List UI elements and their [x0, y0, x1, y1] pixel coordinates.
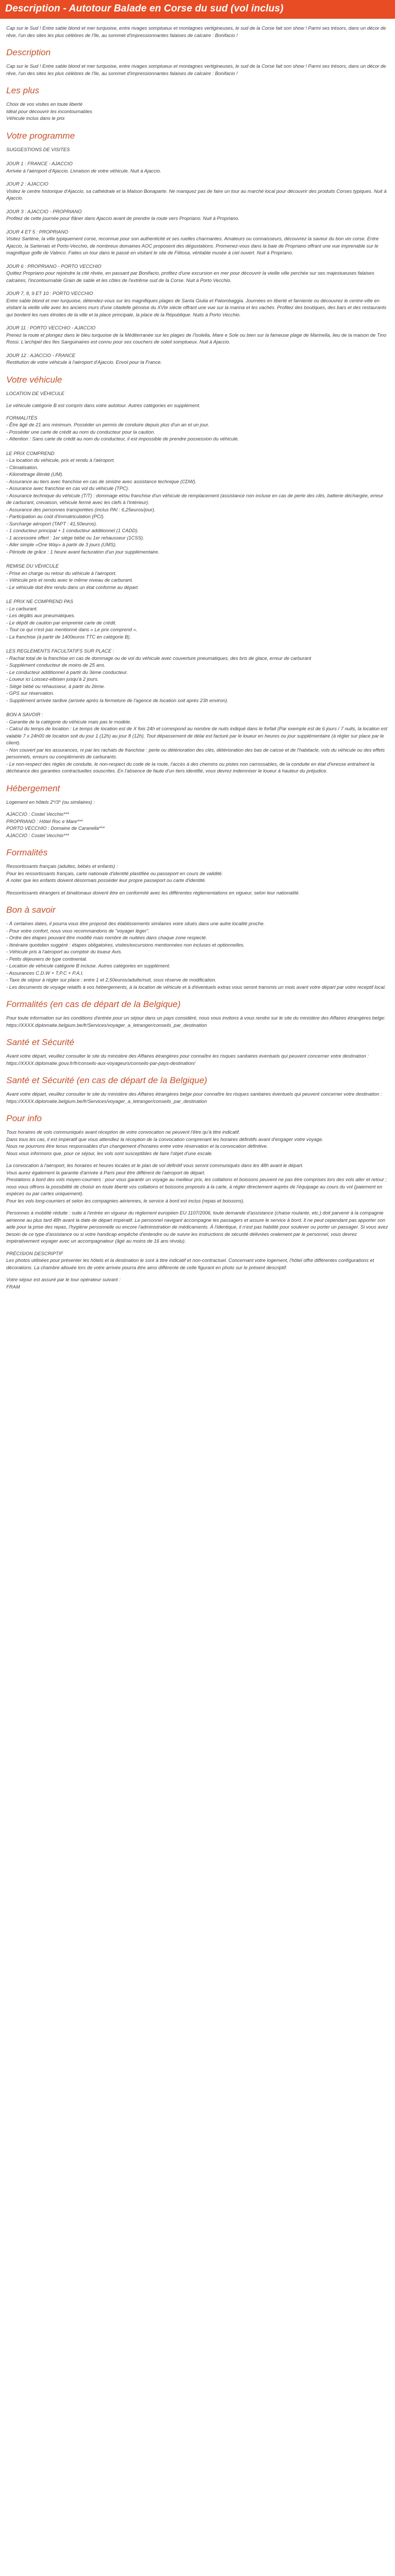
list-item: - Véhicule pris et rendu avec le même niveau de carburant. [6, 578, 133, 583]
description-section [6, 47, 389, 77]
list-item: - Supplément conducteur de moins de 25 ans. [6, 663, 106, 668]
list-item: - Le véhicule doit être rendu dans un état conforme au départ. [6, 584, 139, 590]
page-title: Description - Autotour Balade en Corse du sud (vol inclus) [0, 0, 395, 19]
list-item: - Rachat total de la franchise en cas de dommage ou de vol du véhicule avec couverture pneumatiques, des bris de glace, erreur de carburant [6, 655, 312, 661]
programme-section [6, 131, 389, 366]
list-item: - Participation au coût d'immatriculation (PCI). [6, 514, 105, 519]
vehicule-formalites-list [6, 422, 389, 443]
sante-section [6, 1037, 389, 1067]
vehicule-ne-comprend-list [6, 606, 389, 641]
day-text: Profitez de cette journée pour flâner dans Ajaccio avant de prendre la route vers Propriano. Nuit à Propriano. [6, 216, 240, 221]
list-item: - Période de grâce : 1 heure avant facturation d'un jour supplémentaire. [6, 549, 159, 555]
vehicule-remise-title: REMISE DU VÉHICULE [6, 563, 59, 569]
list-item: - Le conducteur additionnel à partir du 3ème conducteur. [6, 669, 128, 675]
list-item: - Itinéraire quotidien suggéré : étapes obligatoires, visites/excursions mentionnées non incluses et optionnelles. [6, 942, 245, 948]
hebergement-section [6, 783, 389, 840]
list-item: - Assurance technique du véhicule (T/T) : dommage et/ou franchise d'un véhicule de remplacement (assistance non incluse en cas de perte des clés, batterie déchargée, erreur de carburant, crevaison, véhicule fermé avec les clefs à l'intérieur). [6, 493, 384, 505]
paragraph: Ressortissants étrangers et binationaux doivent être en conformité avec les différentes réglementations en vigueur, selon leur nationalité. [6, 890, 300, 896]
paragraph: PRÉCISION DESCRIPTIF Les photos utilisées pour présenter les hôtels et la destination le sont à titre indicatif et non-contractuel. Concernant votre logement, l'hôtel offre différentes configurations et décorations. La chambre allouée lors de votre arrivée pourra être ainsi différente de celle figurant en photo sur le présent descriptif. [6, 1250, 374, 1270]
day-text: Restitution de votre véhicule à l'aéroport d'Ajaccio. Envol pour la France. [6, 360, 162, 365]
list-item: - Les dégâts aux pneumatiques. [6, 613, 76, 618]
list-item: PORTO VECCHIO : Domaine de Caranella*** [6, 826, 105, 831]
paragraph: Personnes à mobilité réduite : suite à l'entrée en vigueur du règlement européen EU 1107/2006, toute demande d'assistance (chaise roulante, etc.) doit parvenir à la compagnie aérienne au plus tard 48h avant la date de départ impératif. Le personnel navigant accompagne les passagers et assure le service à bord. Il ne peut cependant pas apporter son aide pour la prise des repas, l'hygiène personnelle ou encore l'administration de médicaments. À l'identique, il n'est pas habilité pour soulever ou porter un passager. Si vous avez besoin de ce type d'assistance ou si votre handicap empêche d'entendre ou de suivre les instructions de sécurité délivrées oralement par le personnel, vous devrez impérativement voyager avec un accompagnateur (âgé au moins de 16 ans révolu). [6, 1210, 388, 1244]
programme-heading: Votre programme [6, 130, 75, 141]
vehicule-text: Le véhicule catégorie B est compris dans votre autotour. Autres catégories en supplément. [6, 403, 201, 408]
day-item [6, 352, 389, 366]
programme-days [6, 161, 389, 366]
bon-a-savoir-heading: Bon à savoir [6, 905, 56, 915]
day-text: Visitez Sartène, la ville typiquement corse, reconnue pour son authenticité et ses ruelles charmantes. Amateurs ou connaisseurs, découvrez la saveur du bon vin corse. Entre Ajaccio, la Sartenais et Porto-Vecchio, de nombreux domaines AOC proposent des dégustations. Promenez-vous dans la baie de Propriano offrant une vue imprenable sur le magnifique golfe de Valinco. Faites un tour dans le passé en visitant le site de Filitosa, véritable musée à ciel ouvert. Nuit à Propriano. [6, 236, 379, 255]
list-item: - Assurance avec franchise en cas vol du véhicule (TPC). [6, 486, 129, 491]
list-item: - 1 accessoire offert : 1er siège bébé ou 1er rehausseur (1CSS). [6, 535, 144, 541]
description-heading: Description [6, 47, 51, 57]
day-item [6, 290, 389, 318]
day-item [6, 181, 389, 202]
day-text: Prenez la route et plongez dans le bleu turquoise de la Méditerranée sur les plages de l'Isolella, Mare e Sole ou bien sur la fameuse plage de Marinella, lieu de la maison de Tino Rossi. L'archipel des îles Sanguinaires est connu pour ses couchers de soleil somptueux. Nuit à Ajaccio. [6, 332, 387, 345]
list-item: - Assurance des personnes transportées (inclus PAI : 6,25euros/jour). [6, 507, 156, 512]
list-item: - Le non-respect des règles de conduite, le non-respect du code de la route, l'accès à des chemins ou pistes non carrossables, de la conduite en état d'ivresse entraînent la déchéance des garanties contractuelles souscrites. En l'absence de faute d'un tiers identifié, vous devrez indemniser le loueur à hauteur du préjudice. [6, 761, 375, 774]
list-item: PROPRIANO : Hôtel Roc e Mare*** [6, 818, 83, 824]
day-text: Quittez Propriano pour rejoindre la cité rêvée, en passant par Bonifacio, profitez d'une excursion en mer pour découvrir la vieille ville perchée sur ses majestueuses falaises calcaires, l'incontournable Grain de sable et les côtes de l'extrême sud de la Corse. Nuit à Porto Vecchio. [6, 271, 375, 283]
vehicule-prix-title: LE PRIX COMPREND [6, 450, 55, 456]
day-item [6, 263, 389, 285]
list-item: - Petits déjeuners de type continental. [6, 956, 88, 962]
vehicule-formalites-title: FORMALITÉS [6, 415, 38, 421]
sante-belgique-text: Avant votre départ, veuillez consulter le site du ministère des Affaires étrangères belge pour connaître les risques sanitaires éventuels qui peuvent concerner votre destination : https://XXXX.diplomatie.belgium.be/fr/Services/voyager_a_letranger/conseils_par_destination [6, 1091, 382, 1104]
vehicule-savoir-list [6, 719, 389, 775]
list-item: - Kilométrage illimité (UM). [6, 472, 64, 477]
list-item: - Siège bébé ou rehausseur, à partir du 2ème. [6, 683, 105, 689]
day-item [6, 325, 389, 346]
list-item: - Non couvert par les assurances, ni par les rachats de franchise : perte ou détérioration des clés, détérioration des bas de caisse et de l'habitacle, vols du véhicule ou des effets personnels, erreurs ou compléments de carburants. [6, 747, 385, 759]
plus-heading: Les plus [6, 85, 40, 95]
day-title: JOUR 2 : AJACCIO [6, 181, 48, 187]
list-item: - GPS sur réservation. [6, 691, 54, 696]
list-item: - Pour votre confort, nous vous recommandons de "voyager léger". [6, 928, 150, 934]
content [0, 25, 395, 1291]
list-item: - À certaines dates, il pourra vous être proposé des établissements similaires voire situés dans une autre localité proche. [6, 921, 265, 926]
bon-a-savoir-section [6, 905, 389, 991]
list-item: - Garantie de la catégorie du véhicule mais pas le modèle. [6, 719, 131, 725]
day-title: JOUR 3 : AJACCIO - PROPRIANO [6, 208, 82, 214]
paragraph: Tous horaires de vols communiqués avant réception de votre convocation ne peuvent l'être qu'à titre indicatif. Dans tous les cas, il est impératif que vous attendiez la réception de la convocation comprenant les horaires définitifs avant d'engager votre voyage. Nous ne pourrons être tenus responsables d'un changement d'horaires entre votre réservation et la convocation définitive. Nous vous informons que, pour ce séjour, les vols sont susceptibles de faire l'objet d'une escale. [6, 1130, 324, 1156]
list-item: - Assurance au tiers avec franchise en cas de sinistre avec assistance technique (CDW). [6, 479, 196, 484]
vehicule-heading: Votre véhicule [6, 374, 63, 385]
programme-subtitle: SUGGESTIONS DE VISITES [6, 146, 70, 152]
list-item: - Le carburant. [6, 606, 38, 611]
formalites-belgique-text: Pour toute information sur les conditions d'entrée pour un séjour dans un pays considéré, nous vous invitons à vous rendre sur le site du ministère des Affaires étrangères belge: https://XXXX.diplomatie.belgium.be/fr/Services/voyager_a_letranger/conseils_par_destination [6, 1015, 386, 1028]
intro-section [6, 25, 389, 39]
list-item: Choix de vos visites en toute liberté [6, 102, 83, 107]
bon-a-savoir-list [6, 921, 389, 991]
list-item: - Calcul du temps de location : Le temps de location est de X fois 24h et correspond au nombre de nuits indiqué dans le forfait (Par exemple est de 6 jours / 7 nuits, la location est valable 7 x 24h00 de location soit du jour 1 (12h) au jour 8 (12h). Tout dépassement de délai est facturé par le loueur en heures ou jour supplémentaire (à régler sur place par le client). [6, 726, 388, 745]
plus-section [6, 85, 389, 122]
list-item: - Supplément arrivée tardive (arrivée après la fermeture de l'agence de location soit après 23h environ). [6, 697, 229, 703]
day-title: JOUR 12 : AJACCIO - FRANCE [6, 352, 76, 358]
sante-text: Avant votre départ, veuillez consulter le site du ministère des Affaires étrangères pour connaître les risques sanitaires éventuels qui peuvent concerner votre destination : https://XXXX.diplomatie.gouv.fr/fr/conseils-aux-voyageurs/conseils-par-pays-destination/ [6, 1053, 369, 1066]
list-item: - Tout ce qui n'est pas mentionné dans « Le prix comprend ». [6, 627, 138, 632]
list-item: - Location de véhicule catégorie B incluse. Autres catégories en supplément. [6, 963, 170, 968]
list-item: - 1 conducteur principal + 1 conducteur additionnel (1 CADD). [6, 528, 139, 533]
list-item: AJACCIO : Costel Vecchio*** [6, 832, 69, 838]
formalites-section [6, 848, 389, 897]
plus-list [6, 101, 389, 122]
vehicule-facultatifs-title: LES REGLEMENTS FACULTATIFS SUR PLACE : [6, 648, 114, 654]
hebergement-subtitle: Logement en hôtels 2*/3* (ou similaires) : [6, 799, 95, 805]
list-item: - La franchise (à partir de 1400euros TTC en catégorie B). [6, 634, 131, 640]
list-item: - Le dépôt de caution par empreinte carte de crédit. [6, 620, 117, 625]
day-item [6, 208, 389, 223]
list-item: - Prise en charge ou retour du véhicule à l'aéroport. [6, 570, 117, 576]
list-item: Idéal pour découvrir les incontournables [6, 108, 92, 114]
intro-text: Cap sur le Sud ! Entre sable blond et mer turquoise, entre rivages somptueux et montagnes vertigineuses, le sud de la Corse fait son show ! Parmi ses trésors, dans un décor de rêve, l'un des sites les plus célèbres de l'île, au sommet d'impressionnantes falaises de calcaire : Bonifacio ! [6, 26, 386, 38]
list-item: - Assurances C.D.W + T.P.C + P.A.I. [6, 970, 84, 976]
hebergement-list [6, 811, 389, 839]
list-item: AJACCIO : Costel Vecchio*** [6, 812, 69, 817]
day-title: JOUR 4 ET 5 : PROPRIANO [6, 229, 68, 235]
list-item: - Être âgé de 21 ans minimum. Posséder un permis de conduire depuis plus d'un an et un jour. [6, 422, 209, 427]
info-heading: Pour info [6, 1113, 42, 1123]
sante-belgique-heading: Santé et Sécurité (en cas de départ de la Belgique) [6, 1075, 207, 1085]
day-item [6, 161, 389, 175]
day-title: JOUR 7, 8, 9 ET 10 : PORTO VECCHIO [6, 291, 93, 296]
list-item: - Les documents de voyage relatifs à vos hébergements, à la location de véhicule et à d'éventuels extras vous seront transmis un mois avant votre départ par votre receptif local. [6, 984, 386, 990]
formalites-belgique-heading: Formalités (en cas de départ de la Belgique) [6, 999, 181, 1009]
list-item: - Loueur ici Loissez-elbisen jusqu'à 2 jours. [6, 677, 99, 682]
day-text: Entre sable blond et mer turquoise, détendez-vous sur les magnifiques plages de Santa Giulia et Palombaggia. Journées en liberté et farniente ou découvrez le centre-ville en visitant la vieille ville avec les anciens murs d'une citadelle génoise du XVIe siècle offrant une vue sur la marina et les vachés. Profitez des boutiques, des bars et des restaurants qui bordent les rues étroites de la ville et la place principale, la place de la République. Nuits à Porto Vecchio. [6, 298, 387, 317]
info-section [6, 1113, 389, 1291]
list-item: - La location du véhicule, prix et rendu à l'aéroport. [6, 458, 115, 463]
day-title: JOUR 6 : PROPRIANO - PORTO VECCHIO [6, 263, 102, 269]
day-item [6, 229, 389, 257]
vehicule-facultatifs-list [6, 655, 389, 705]
day-title: JOUR 1 : FRANCE - AJACCIO [6, 161, 73, 166]
list-item: - Climatisation. [6, 464, 39, 470]
list-item: - Véhicule pris à l'aéroport au comptoir du loueur Avis. [6, 949, 122, 954]
paragraph: Votre séjour est assuré par le tour opérateur suivant : FRAM [6, 1277, 121, 1290]
day-title: JOUR 11 : PORTO VECCHIO - AJACCIO [6, 325, 96, 330]
info-paragraphs [6, 1129, 389, 1291]
list-item: - Aller simple «One Way» à partir de 3 jours (UMS). [6, 542, 117, 547]
list-item: - Ordre des étapes pouvant être modifié mais nombre de nuitées dans chaque zone respecté. [6, 935, 207, 940]
sante-heading: Santé et Sécurité [6, 1037, 75, 1047]
formalites-belgique-section [6, 999, 389, 1029]
vehicule-subtitle: LOCATION DE VÉHICULE [6, 390, 65, 396]
vehicule-savoir-title: BON A SAVOIR : [6, 712, 43, 717]
paragraph: Ressortissants français (adultes, bébés et enfants) : Pour les ressortissants français, carte nationale d'identité plastifiée ou passeport en cours de validité. A noter que les enfants doivent désormais posséder leur propre passeport ou carte d'identité. [6, 864, 223, 883]
vehicule-prix-list [6, 457, 389, 556]
sante-belgique-section [6, 1075, 389, 1105]
vehicule-remise-list [6, 570, 389, 592]
formalites-heading: Formalités [6, 848, 48, 857]
hebergement-heading: Hébergement [6, 783, 60, 793]
vehicule-ne-comprend-title: LE PRIX NE COMPREND PAS [6, 599, 73, 604]
description-text: Cap sur le Sud ! Entre sable blond et mer turquoise, entre rivages somptueux et montagnes vertigineuses, le sud de la Corse fait son show ! Parmi ses trésors, dans un décor de rêve, l'un des sites les plus célèbres de l'île, au sommet d'impressionnantes falaises de calcaire : Bonifacio ! [6, 64, 386, 76]
vehicule-section [6, 375, 389, 775]
list-item: Véhicule inclus dans le prix [6, 116, 65, 121]
formalites-paragraphs [6, 863, 389, 897]
list-item: - Posséder une carte de crédit au nom du conducteur pour la caution. [6, 429, 155, 435]
list-item: - Surcharge aéroport (TAPT : 41,50euros). [6, 521, 97, 526]
list-item: - Attention : Sans carte de crédit au nom du conducteur, il est impossible de prendre possession du véhicule. [6, 436, 239, 441]
list-item: - Taxe de séjour à régler sur place : entre 1 et 2,50euros/adulte/nuit, sous réserve de modification. [6, 977, 217, 983]
day-text: Visitez le centre historique d'Ajaccio, sa cathédrale et la Maison Bonaparte. Ne manquez pas de faire un tour au marché local pour découvrir des produits Corses typiques. Nuit à Ajaccio. [6, 188, 387, 201]
day-text: Arrivée à l'aéroport d'Ajaccio. Livraison de votre véhicule. Nuit à Ajaccio. [6, 168, 162, 174]
paragraph: La convocation à l'aéroport, les horaires et heures locales et le plan de vol définitif vous seront communiqués dans les 48h avant le départ. Vous aurez également la garantie d'arrivée à Paris peut être différent de l'aéroport de départ. Prestations à bord des vols moyen-courriers : pour vous garantir un voyage au meilleur prix, les collations et boissons peuvent ne pas être comprises lors des vols aller et retour ; nous vous offrons la possibilité de choisir en toute liberté vos collations et boissons proposés à la carte, à régler directement auprès de l'équipage au cours du vol (paiement en espèces ou par cartes uniquement). Pour les vols long-courriers et selon les compagnies aériennes, le service à bord est inclus (repas et boissons). [6, 1163, 387, 1204]
